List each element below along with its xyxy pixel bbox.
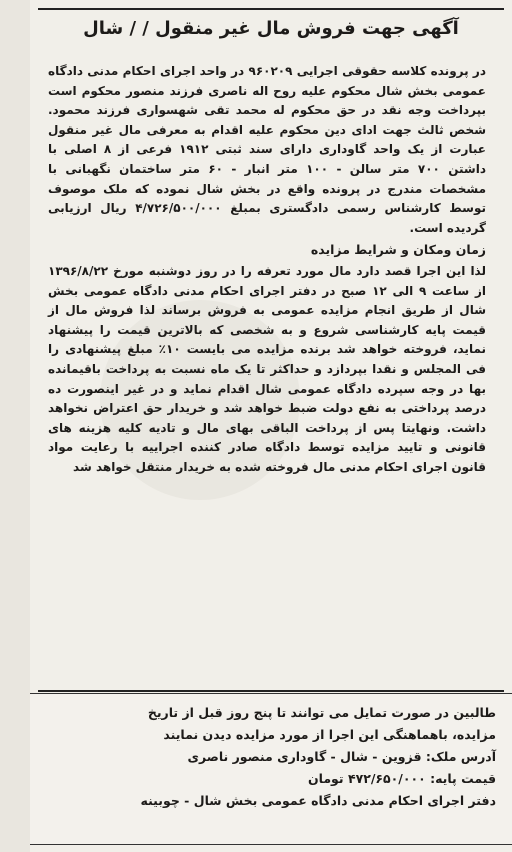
contact-box	[30, 693, 512, 845]
box-line-visit: طالبین در صورت تمایل می توانند تا پنج روز قبل از تاریخ	[147, 705, 496, 720]
notice-paragraph-1: در پرونده کلاسه حقوقی اجرایی ۹۶۰۲۰۹ در واحد اجرای احکام مدنی دادگاه عمومی بخش شال محکوم علیه روح اله ناصری فرزند منصور محکوم است بپرداخت وجه نقد در حق محکوم له محمد تقی شهسواری فرزند محمود. شخص ثالث جهت ادای دین محکوم علیه اقدام به معرفی مال غیر منقول عبارت از یک واحد گاوداری دارای سند ثبتی ۱۹۱۲ فرعی از ۸ اصلی با داشتن ۷۰۰ متر سالن - ۱۰۰ متر انبار - ۶۰ متر ساختمان نگهبانی با مشخصات مندرج در پرونده واقع در بخش شال نموده که ملک موصوف توسط کارشناس رسمی دادگستری بمبلغ ۴/۷۲۶/۵۰۰/۰۰۰ ریال ارزیابی گردیده است.	[48, 64, 487, 235]
notice-paragraph-2: لذا این اجرا قصد دارد مال مورد تعرفه را در روز دوشنبه مورخ ۱۳۹۶/۸/۲۲ از ساعت ۹ الی ۱۲ صبح در دفتر اجرای احکام مدنی دادگاه عمومی بخش شال از طریق انجام مزایده عمومی به فروش برساند لذا فروش مال از قیمت پایه کارشناسی شروع و به شخصی که بالاترین قیمت را پیشنهاد نماید، فروخته خواهد شد برنده مزایده می بایست ۱۰٪ مبلغ پیشنهادی را فی المجلس و نقدا بپردازد و حداکثر تا یک ماه نسبت به پرداخت باقیمانده بها در وجه سپرده دادگاه عمومی شال اقدام نماید و در غیر اینصورت ده درصد پرداختی به نفع دولت ضبط خواهد شد و خریدار حق اعتراض نخواهد داشت. ونهایتا پس از پرداخت الباقی بهای مال و تادیه کلیه هزینه های قانونی و تایید مزایده توسط دادگاه صادر کننده اجراییه با رعایت مواد قانون اجرای احکام مدنی مال فروخته شده به خریدار منتقل خواهد شد	[48, 263, 486, 474]
newspaper-clipping	[30, 0, 512, 852]
notice-frame	[38, 8, 504, 692]
box-line-office: دفتر اجرای احکام مدنی دادگاه عمومی بخش شال - چوبینه	[140, 793, 496, 808]
box-line-base-price: قیمت پایه: ۴۷۲/۶۵۰/۰۰۰ تومان	[307, 771, 496, 786]
contact-box-text	[40, 702, 496, 812]
auction-conditions-heading: زمان ومکان و شرایط مزایده	[310, 242, 486, 258]
box-line-coordination: مزایده، باهماهنگی این اجرا از مورد مزایده دیدن نمایند	[163, 727, 496, 742]
box-line-address: آدرس ملک: قزوین - شال - گاوداری منصور ناصری	[187, 749, 496, 764]
notice-body	[48, 62, 486, 477]
notice-title: آگهی جهت فروش مال غیر منقول / / شال	[83, 18, 459, 39]
